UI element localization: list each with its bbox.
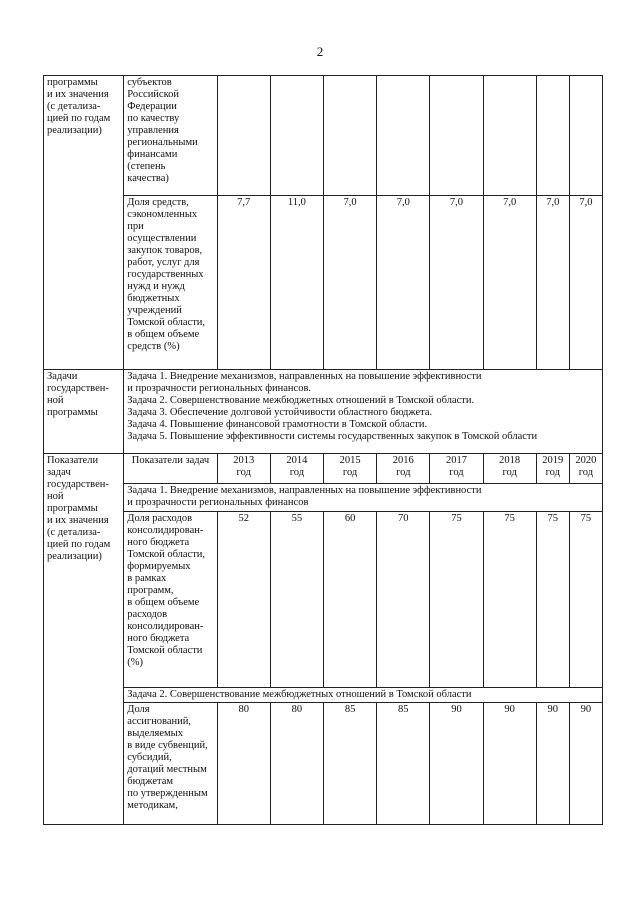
table-row [44,484,603,512]
value-cell: 7,0 [536,196,569,370]
year-header: 2018 год [483,454,536,484]
table-row [44,688,603,703]
value-cell: 75 [569,512,602,688]
task-title: Задача 1. Внедрение механизмов, направленных на повышение эффективности и прозрачности региональных финансов [124,484,603,512]
value-cell: 80 [217,703,270,825]
year-header: 2017 год [430,454,483,484]
value-cell: 90 [536,703,569,825]
table-row [44,76,603,196]
section-label-program-indicators: программы и их значения (с детализа- цией по годам реализации) [44,76,124,370]
value-cell: 60 [323,512,376,688]
value-cell: 7,0 [483,196,536,370]
value-cell: 7,0 [569,196,602,370]
year-header: 2016 год [377,454,430,484]
value-cell: 7,0 [377,196,430,370]
table-row [44,512,603,688]
table-row [44,703,603,825]
value-cell: 75 [430,512,483,688]
task-item: Задача 5. Повышение эффективности системы государственных закупок в Томской области [127,431,538,442]
tasks-list [124,370,603,454]
page-number: 2 [316,44,324,59]
value-cell: 11,0 [270,196,323,370]
value-cell: 7,7 [217,196,270,370]
value-cell [536,76,569,196]
year-header: 2013 год [217,454,270,484]
year-header: 2015 год [323,454,376,484]
column-header: Показатели задач [124,454,217,484]
value-cell: 55 [270,512,323,688]
table-row [44,196,603,370]
indicator-cell: Доля ассигнований, выделяемых в виде субвенций, субсидий, дотаций местным бюджетам по утвержденным методикам, [124,703,217,825]
value-cell: 85 [377,703,430,825]
value-cell: 90 [483,703,536,825]
indicator-cell: Доля средств, сэкономленных при осуществлении закупок товаров, работ, услуг для государственных нужд и нужд бюджетных учреждений Томской области, в общем объеме средств (%) [124,196,217,370]
value-cell: 7,0 [323,196,376,370]
value-cell: 80 [270,703,323,825]
section-label-tasks: Задачи государствен- ной программы [44,370,124,454]
value-cell [483,76,536,196]
value-cell: 52 [217,512,270,688]
task-title: Задача 2. Совершенствование межбюджетных отношений в Томской области [124,688,603,703]
table-header-row [44,454,603,484]
value-cell: 85 [323,703,376,825]
task-item: Задача 3. Обеспечение долговой устойчивости областного бюджета. [127,407,433,418]
task-item: Задача 1. Внедрение механизмов, направленных на повышение эффективности и прозрачности региональных финансов. [127,371,482,394]
table-row [44,370,603,454]
indicator-cell: Доля расходов консолидирован- ного бюджета Томской области, формируемых в рамках программ, в общем объеме расходов консолидирован- ного бюджета Томской области (%) [124,512,217,688]
task-item: Задача 4. Повышение финансовой грамотности в Томской области. [127,419,428,430]
value-cell: 75 [483,512,536,688]
year-header: 2020 год [569,454,602,484]
value-cell [430,76,483,196]
value-cell [270,76,323,196]
task-item: Задача 2. Совершенствование межбюджетных отношений в Томской области. [127,395,475,406]
value-cell: 7,0 [430,196,483,370]
value-cell: 75 [536,512,569,688]
value-cell [377,76,430,196]
indicator-cell: субъектов Российской Федерации по качеству управления региональными финансами (степень качества) [124,76,217,196]
year-header: 2014 год [270,454,323,484]
value-cell: 70 [377,512,430,688]
value-cell [217,76,270,196]
value-cell [569,76,602,196]
section-label-task-indicators: Показатели задач государствен- ной программы и их значения (с детализа- цией по годам реализации) [44,454,124,825]
program-passport-table [43,75,603,825]
year-header: 2019 год [536,454,569,484]
value-cell: 90 [430,703,483,825]
value-cell: 90 [569,703,602,825]
value-cell [323,76,376,196]
